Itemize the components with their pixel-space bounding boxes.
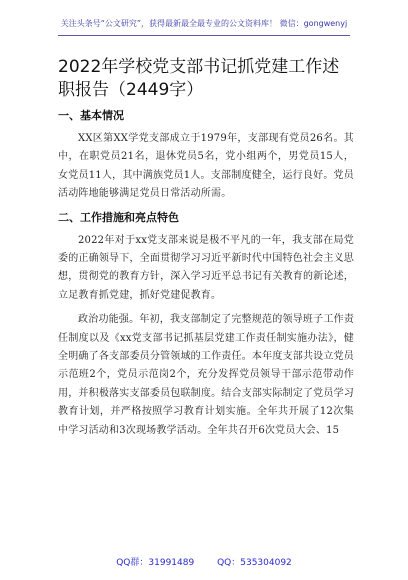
footer-qq-group: QQ群：31991489 (116, 558, 195, 568)
document-title: 2022年学校党支部书记抓党建工作述职报告（2449字） (58, 57, 340, 100)
header-note: 关注头条号“公文研究”，获得最新最全最专业的公文资料库！ 微信：gongwenyj (58, 18, 350, 36)
section-heading-measures: 二、工作措施和亮点特色 (58, 210, 179, 224)
section-heading-basic: 一、基本情况 (58, 109, 124, 122)
footer-qq: QQ：535304092 (217, 558, 292, 568)
paragraph: 2022年对于xx党支部来说是极不平凡的一年，我支部在局党委的正确领导下，全面贯彻学习习近平新时代中国特色社会主义思想，贯彻党的教育方针，深入学习近平总书记有关教育的新论述，立足教育抓党建，抓好党建促教育。 (58, 234, 354, 301)
paragraph: XX区第XX学党支部成立于1979年，支部现有党员26名。其中，在职党员21名，退休党员5名，党小组两个，男党员15人，女党员11人，其中满族党员1人。支部制度健全，运行良好。党员活动阵地能够满足党员日常活动所需。 (58, 133, 354, 200)
document-body (58, 56, 354, 446)
paragraph: 政治功能强。年初，我支部制定了完整规范的领导班子工作责任制度以及《xx党支部书记抓基层党建工作责任制实施办法》，健全明确了各支部委员分管领域的工作责任。本年度支部共设立党员示范班2个，党员示范岗2个，充分发挥党员领导干部示范带动作用，并积极落实支部委员包联制度。结合支部实际制定了党员学习教育计划，并严格按照学习教育计划实施。全年共开展了12次集中学习活动和3次现场教学活动。全年共召开6次党员大会、15 (58, 314, 354, 436)
footer-contacts (0, 555, 408, 568)
